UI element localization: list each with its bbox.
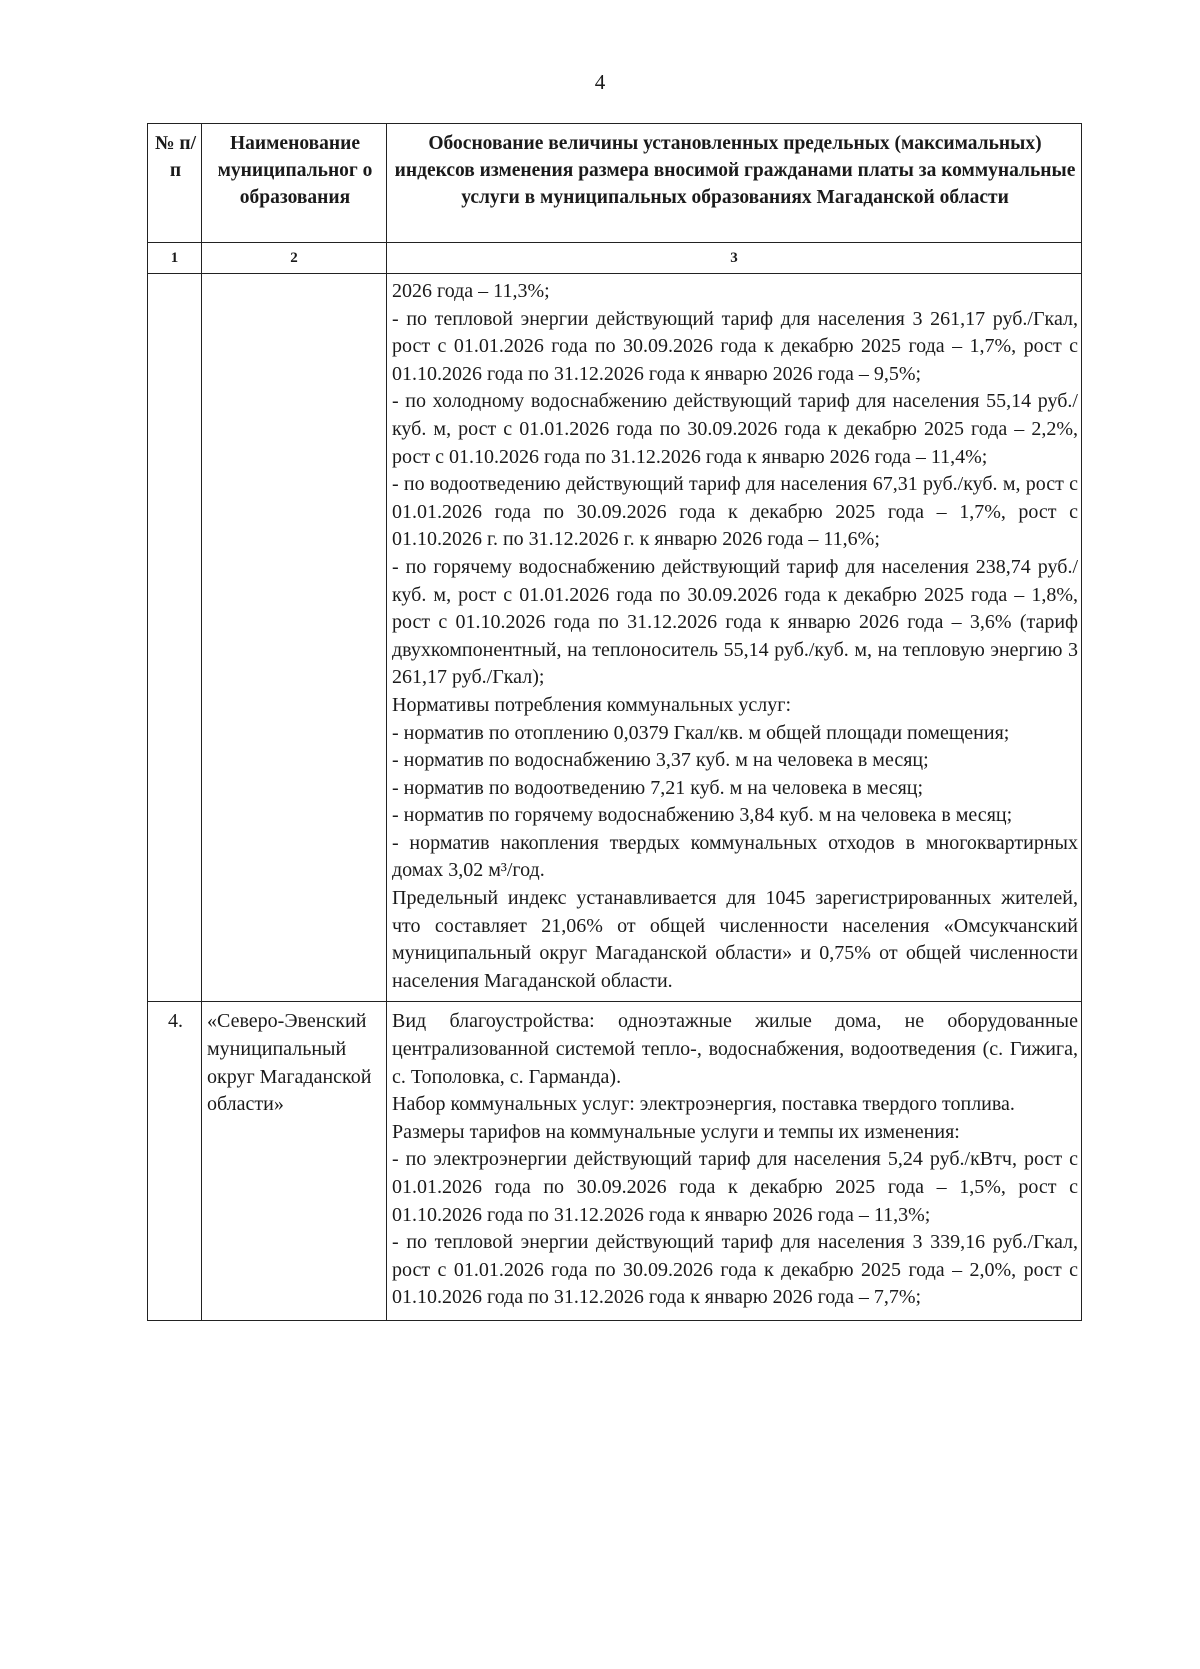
row-municipality	[202, 274, 387, 1002]
paragraph: - норматив по отоплению 0,0379 Гкал/кв. м общей площади помещения;	[392, 721, 1010, 744]
paragraph: Набор коммунальных услуг: электроэнергия, поставка твердого топлива.	[392, 1093, 1015, 1116]
paragraph: - норматив по горячему водоснабжению 3,84 куб. м на человека в месяц;	[392, 804, 1013, 827]
table-row	[148, 1002, 1082, 1321]
paragraph: - норматив по водоотведению 7,21 куб. м на человека в месяц;	[392, 776, 924, 799]
paragraph: - по водоотведению действующий тариф для населения 67,31 руб./куб. м, рост с 01.01.2026 года по 30.09.2026 года к декабрю 2025 года – 1,7%, рост с 01.10.2026 г. по 31.12.2026 г. к январю 2026 года – 11,6%;	[392, 473, 1078, 551]
header-number: № п/п	[148, 124, 202, 243]
header-municipality: Наименование муниципальног о образования	[202, 124, 387, 243]
paragraph: Нормативы потребления коммунальных услуг:	[392, 693, 792, 716]
row-justification	[387, 274, 1082, 1002]
table-row	[148, 274, 1082, 1002]
paragraph: Предельный индекс устанавливается для 1045 зарегистрированных жителей, что составляет 21,06% от общей численности населения «Омсукчанский муниципальный округ Магаданской области» и 0,75% от общей численности населения Магаданской области.	[392, 887, 1078, 992]
header-justification: Обоснование величины установленных предельных (максимальных) индексов изменения размера вносимой гражданами платы за коммунальные услуги в муниципальных образованиях Магаданской области	[387, 124, 1082, 243]
paragraph: - по холодному водоснабжению действующий тариф для населения 55,14 руб./куб. м, рост с 01.01.2026 года по 30.09.2026 года к декабрю 2025 года – 2,2%, рост с 01.10.2026 года по 31.12.2026 года к январю 2026 года – 11,4%;	[392, 390, 1078, 468]
paragraph: - по горячему водоснабжению действующий тариф для населения 238,74 руб./куб. м, рост с 01.01.2026 года по 30.09.2026 года к декабрю 2025 года – 1,8%, рост с 01.10.2026 года по 31.12.2026 года к январю 2026 года – 3,6% (тариф двухкомпонентный, на теплоноситель 55,14 руб./куб. м, на тепловую энергию 3 261,17 руб./Гкал);	[392, 555, 1078, 689]
row-justification	[387, 1002, 1082, 1321]
paragraph: - норматив накопления твердых коммунальных отходов в многоквартирных домах 3,02 м³/год.	[392, 831, 1078, 882]
column-number-3: 3	[387, 243, 1082, 274]
paragraph: - норматив по водоснабжению 3,37 куб. м на человека в месяц;	[392, 749, 929, 772]
paragraph: Размеры тарифов на коммунальные услуги и темпы их изменения:	[392, 1120, 960, 1143]
paragraph: 2026 года – 11,3%;	[392, 280, 550, 302]
paragraph: - по тепловой энергии действующий тариф для населения 3 339,16 руб./Гкал, рост с 01.01.2026 года по 30.09.2026 года к декабрю 2025 года – 2,0%, рост с 01.10.2026 года по 31.12.2026 года к январю 2026 года – 7,7%;	[392, 1231, 1078, 1309]
column-number-2: 2	[202, 243, 387, 274]
row-number: 4.	[148, 1002, 202, 1321]
paragraph: - по тепловой энергии действующий тариф для населения 3 261,17 руб./Гкал, рост с 01.01.2026 года по 30.09.2026 года к декабрю 2025 года – 1,7%, рост с 01.10.2026 года по 31.12.2026 года к январю 2026 года – 9,5%;	[392, 307, 1078, 385]
paragraph: - по электроэнергии действующий тариф для населения 5,24 руб./кВтч, рост с 01.01.2026 года по 30.09.2026 года к декабрю 2025 года – 1,5%, рост с 01.10.2026 года по 31.12.2026 года к январю 2026 года – 11,3%;	[392, 1148, 1078, 1226]
page-number: 4	[594, 70, 606, 94]
tariff-table	[147, 123, 1082, 1321]
row-municipality: «Северо-Эвенский муниципальный округ Магаданской области»	[202, 1002, 387, 1321]
column-number-row	[148, 243, 1082, 274]
paragraph: Вид благоустройства: одноэтажные жилые дома, не оборудованные централизованной системой тепло-, водоснабжения, водоотведения (с. Гижига, с. Тополовка, с. Гарманда).	[392, 1010, 1078, 1088]
row-number	[148, 274, 202, 1002]
table-header-row	[148, 124, 1082, 243]
column-number-1: 1	[148, 243, 202, 274]
